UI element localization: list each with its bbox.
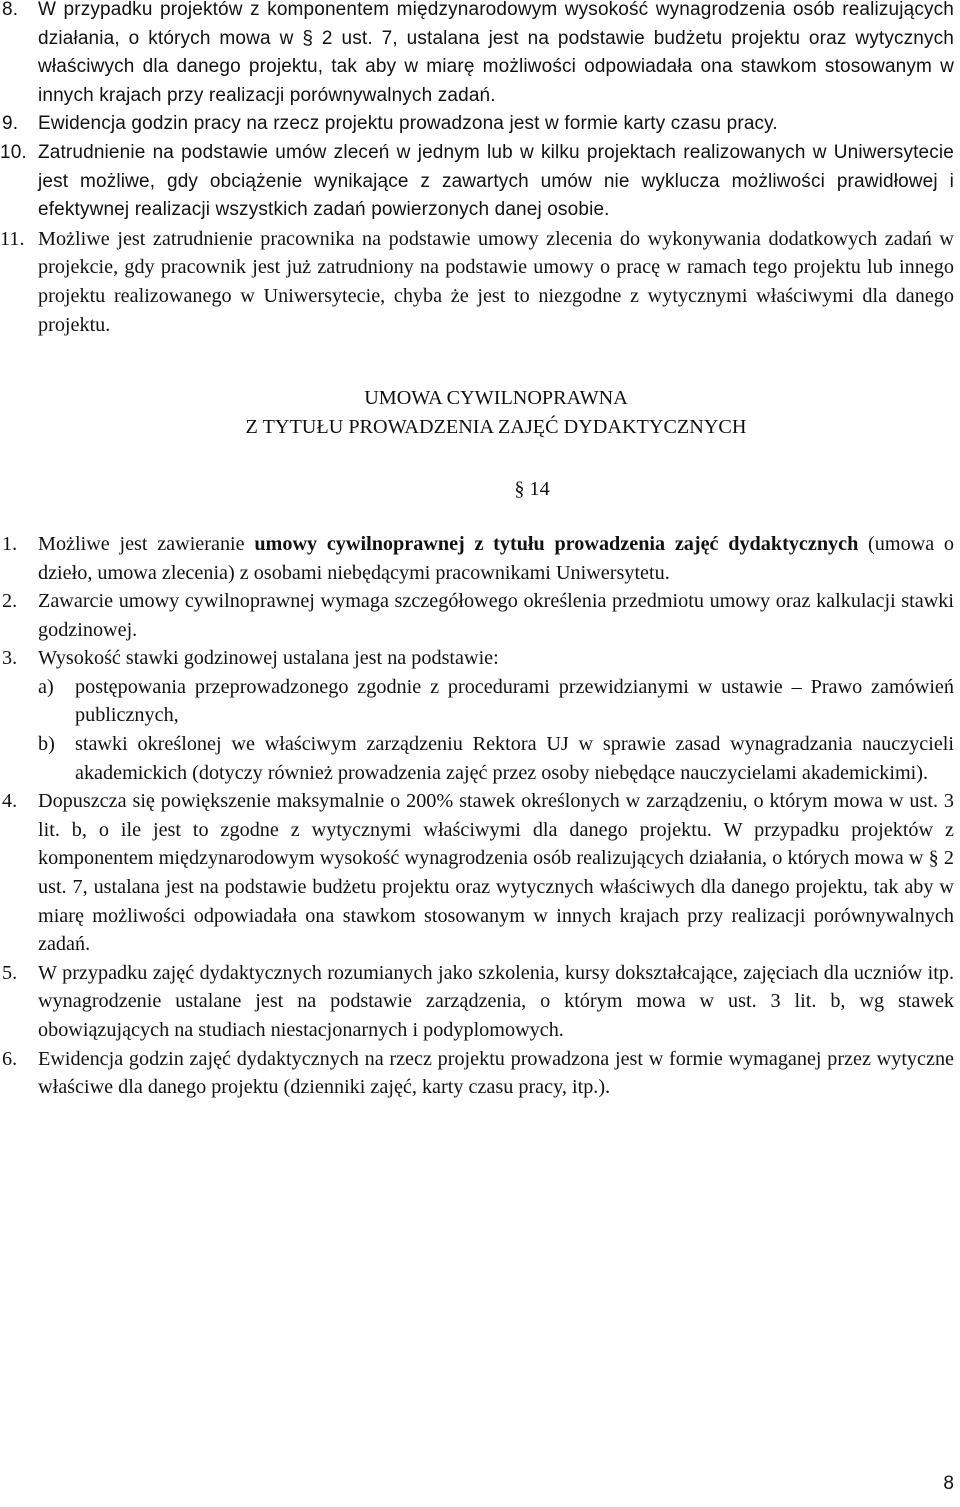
- item-number: 9.: [2, 113, 19, 135]
- paragraph-number: § 14: [514, 478, 550, 501]
- section-heading-line1: UMOWA CYWILNOPRAWNA: [364, 387, 628, 410]
- item-text-bold: umowy cywilnoprawnej z tytułu prowadzenia zajęć dydaktycznych: [254, 532, 859, 555]
- item-number: 8.: [2, 0, 19, 20]
- item-number: 11.: [0, 227, 25, 250]
- list-item-4: [0, 787, 954, 959]
- list-item-2: [0, 587, 954, 644]
- item-number: 5.: [2, 961, 18, 984]
- item-text: Dopuszcza się powiększenie maksymalnie o 200% stawek określonych w zarządzeniu, o którym mowa w ust. 3 lit. b, o ile jest to zgodne z wytycznymi właściwymi dla danego projektu. W przypadku projektów z komponentem międzynarodowym wysokość wynagrodzenia osób realizujących działania, o których mowa w § 2 ust. 7, ustalana jest na podstawie budżetu projektu oraz wytycznych właściwych dla danego projektu, tak aby w miarę możliwości odpowiadała ona stawkom stosowanym w innych krajach przy realizacji porównywalnych zadań.: [38, 790, 954, 956]
- sub-item-a: [0, 673, 954, 730]
- item-text: W przypadku projektów z komponentem międzynarodowym wysokość wynagrodzenia osób realizujących działania, o których mowa w § 2 ust. 7, ustalana jest na podstawie budżetu projektu oraz wytycznych właściwych dla danego projektu, tak aby w miarę możliwości odpowiadała ona stawkom stosowanym w innych krajach przy realizacji porównywalnych zadań.: [38, 0, 954, 106]
- item-text: Ewidencja godzin zajęć dydaktycznych na rzecz projektu prowadzona jest w formie wymaganej przez wytyczne właściwe dla danego projektu (dzienniki zajęć, karty czasu pracy, itp.).: [38, 1047, 954, 1099]
- section-heading-line2: Z TYTUŁU PROWADZENIA ZAJĘĆ DYDAKTYCZNYCH: [245, 415, 747, 438]
- item-text: Wysokość stawki godzinowej ustalana jest na podstawie:: [38, 647, 499, 670]
- item-text: Ewidencja godzin pracy na rzecz projektu prowadzona jest w formie karty czasu pracy.: [38, 113, 778, 135]
- item-text-post: (umowa o dzieło, umowa zlecenia) z osobami niebędącymi pracownikami Uniwersytetu.: [38, 532, 954, 584]
- item-number: 3.: [2, 647, 18, 670]
- list-item-11: [0, 225, 954, 339]
- item-number: 6.: [2, 1047, 18, 1070]
- list-item-6: [0, 1045, 954, 1102]
- list-item-9: [0, 110, 954, 139]
- sub-item-b: [0, 730, 954, 787]
- list-item-1: [0, 530, 954, 587]
- list-item-5: [0, 959, 954, 1045]
- item-text-pre: Możliwe jest zawieranie: [38, 532, 255, 555]
- item-number: 4.: [2, 790, 18, 813]
- list-item-8: [0, 0, 954, 110]
- list-item-3: [0, 644, 954, 673]
- item-number: 10.: [0, 141, 27, 163]
- sub-item-text: postępowania przeprowadzonego zgodnie z procedurami przewidzianymi w ustawie – Prawo zamówień publicznych,: [75, 675, 954, 727]
- item-number: 1.: [2, 532, 18, 555]
- item-text: Zawarcie umowy cywilnoprawnej wymaga szczegółowego określenia przedmiotu umowy oraz kalkulacji stawki godzinowej.: [38, 590, 954, 641]
- list-item-10: [0, 139, 954, 225]
- item-text: W przypadku zajęć dydaktycznych rozumianych jako szkolenia, kursy dokształcające, zajęciach dla uczniów itp. wynagrodzenie ustalane jest na podstawie zarządzenia, o którym mowa w ust. 3 lit. b, wg stawek obowiązujących na studiach niestacjonarnych i podyplomowych.: [38, 961, 954, 1041]
- item-text: Możliwe jest zatrudnienie pracownika na podstawie umowy zlecenia do wykonywania dodatkowych zadań w projekcie, gdy pracownik jest już zatrudniony na podstawie umowy o pracę w ramach tego projektu lub innego projektu realizowanego w Uniwersytecie, chyba że jest to niezgodne z wytycznymi właściwymi dla danego projektu.: [38, 227, 954, 336]
- item-text: Zatrudnienie na podstawie umów zleceń w jednym lub w kilku projektach realizowanych w Uniwersytecie jest możliwe, gdy obciążenie wynikające z zawartych umów nie wyklucza możliwości prawidłowej i efektywnej realizacji wszystkich zadań powierzonych danej osobie.: [38, 141, 954, 221]
- sub-item-letter: a): [38, 675, 54, 698]
- page-number: 8: [943, 1473, 954, 1494]
- sub-item-text: stawki określonej we właściwym zarządzeniu Rektora UJ w sprawie zasad wynagradzania nauczycieli akademickich (dotyczy również prowadzenia zajęć przez osoby niebędące nauczycielami akademickimi).: [75, 733, 954, 784]
- item-number: 2.: [2, 590, 18, 613]
- sub-item-letter: b): [38, 733, 55, 756]
